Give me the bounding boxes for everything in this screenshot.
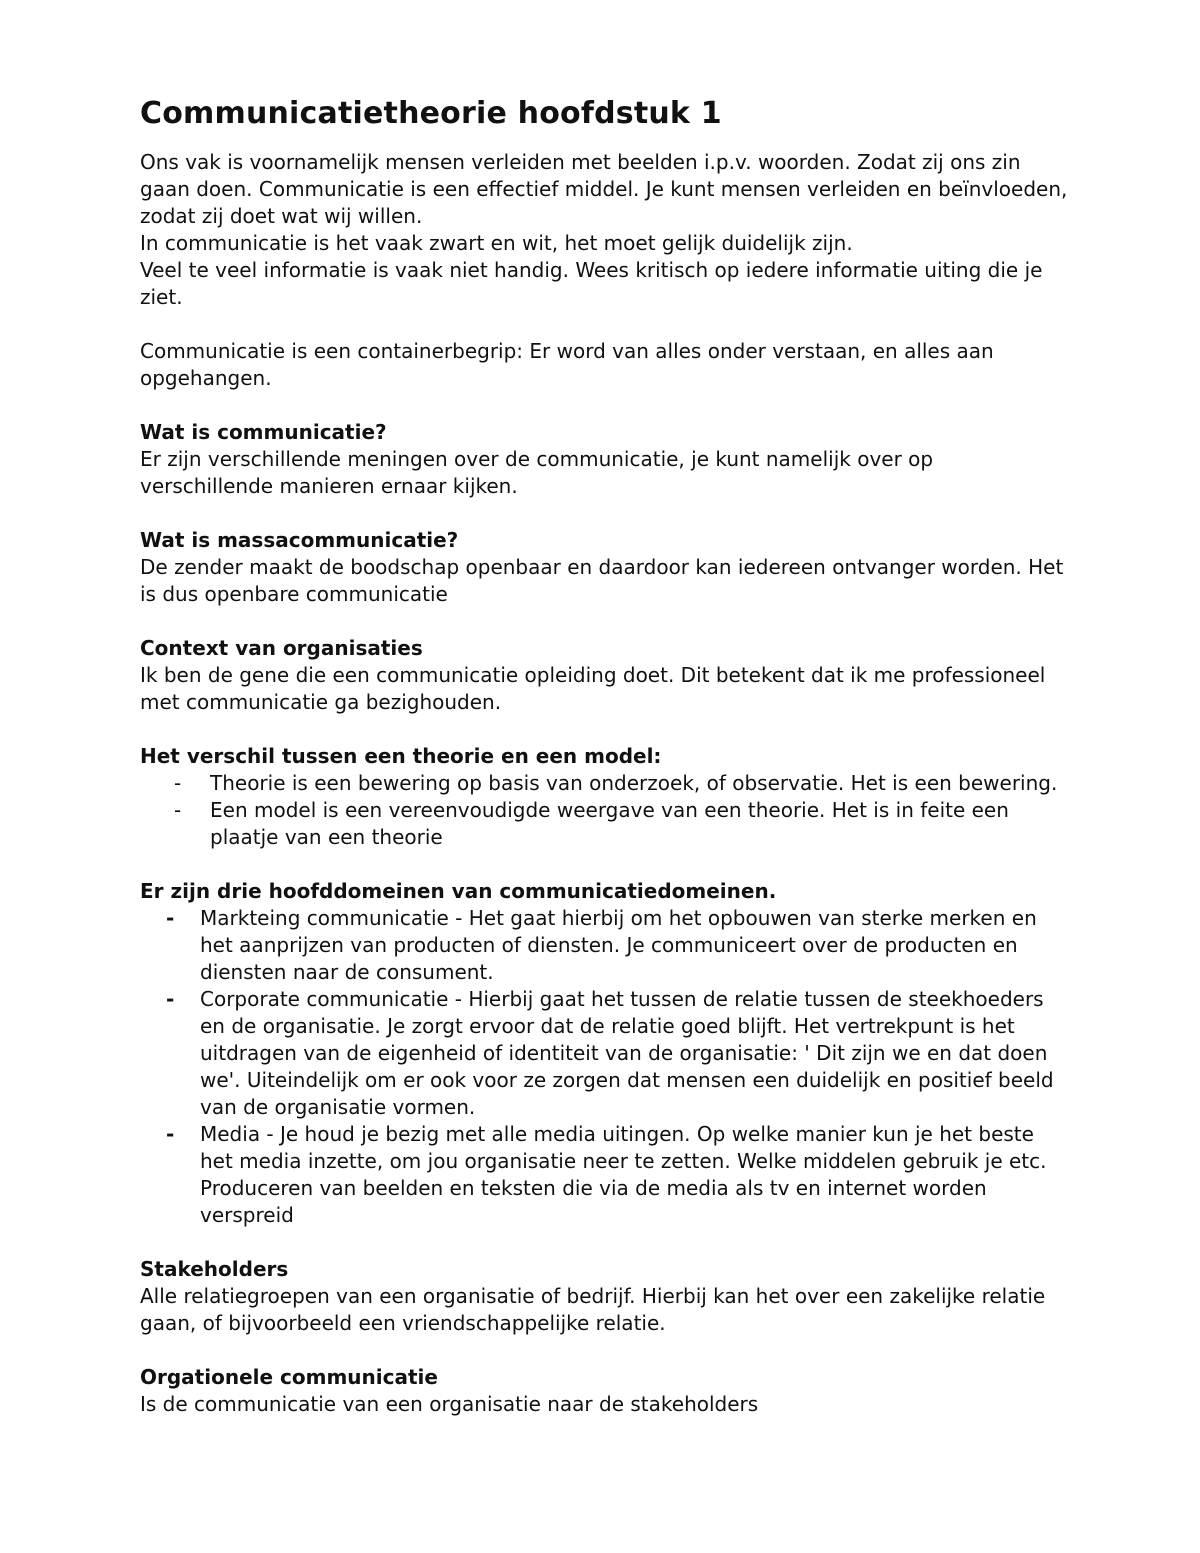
intro-paragraph: In communicatie is het vaak zwart en wit, het moet gelijk duidelijk zijn. [140, 231, 853, 255]
dash-bullet: - [166, 987, 175, 1011]
list-item-text: Media - Je houd je bezig met alle media uitingen. Op welke manier kun je het beste het media inzette, om jou organisatie neer te zetten. Welke middelen gebruik je etc. Produceren van beelden en teksten die via de media als tv en internet worden verspreid [200, 1122, 1047, 1227]
spacer [140, 392, 1070, 419]
spacer [140, 608, 1070, 635]
section-heading-verschil: Het verschil tussen een theorie en een model: [140, 744, 662, 768]
spacer [140, 1337, 1070, 1364]
list-item-text: Theorie is een bewering op basis van onderzoek, of observatie. Het is een bewering. [210, 771, 1058, 795]
list-item [140, 770, 1070, 797]
section-heading-massa: Wat is massacommunicatie? [140, 528, 459, 552]
section-heading-domeinen: Er zijn drie hoofddomeinen van communicatiedomeinen. [140, 879, 777, 903]
section-body-massa: De zender maakt de boodschap openbaar en daardoor kan iedereen ontvanger worden. Het is dus openbare communicatie [140, 555, 1064, 606]
list-item-text: Markteing communicatie - Het gaat hierbij om het opbouwen van sterke merken en het aanprijzen van producten of diensten. Je communiceert over de producten en diensten naar de consument. [200, 906, 1037, 984]
spacer [140, 311, 1070, 338]
section-heading-wat-is: Wat is communicatie? [140, 420, 387, 444]
list-item-text: Een model is een vereenvoudigde weergave van een theorie. Het is in feite een plaatje van een theorie [210, 798, 1009, 849]
section-heading-orgationele: Orgationele communicatie [140, 1365, 438, 1389]
list-item [140, 986, 1070, 1121]
list-item [140, 905, 1070, 986]
section-body-context: Ik ben de gene die een communicatie opleiding doet. Dit betekent dat ik me professioneel met communicatie ga bezighouden. [140, 663, 1046, 714]
spacer [140, 500, 1070, 527]
section-body-orgationele: Is de communicatie van een organisatie naar de stakeholders [140, 1392, 759, 1416]
dash-bullet: - [174, 771, 182, 795]
list-item-text: Corporate communicatie - Hierbij gaat het tussen de relatie tussen de steekhoeders en de organisatie. Je zorgt ervoor dat de relatie goed blijft. Het vertrekpunt is het uitdragen van de eigenheid of identiteit van de organisatie: ' Dit zijn we en dat doen we'. Uiteindelijk om er ook voor ze zorgen dat mensen een duidelijk en positief beeld van de organisatie vormen. [200, 987, 1054, 1119]
list-item [140, 797, 1070, 851]
domeinen-list [140, 905, 1070, 1229]
intro-paragraph: Veel te veel informatie is vaak niet handig. Wees kritisch op iedere informatie uiting die je ziet. [140, 258, 1043, 309]
container-paragraph: Communicatie is een containerbegrip: Er word van alles onder verstaan, en alles aan opgehangen. [140, 339, 994, 390]
spacer [140, 851, 1070, 878]
dash-bullet: - [174, 798, 182, 822]
document-page [140, 92, 1070, 1418]
dash-bullet: - [166, 1122, 175, 1146]
intro-paragraph: Ons vak is voornamelijk mensen verleiden met beelden i.p.v. woorden. Zodat zij ons zin gaan doen. Communicatie is een effectief middel. Je kunt mensen verleiden en beïnvloeden, zodat zij doet wat wij willen. [140, 150, 1068, 228]
section-heading-context: Context van organisaties [140, 636, 423, 660]
section-heading-stakeholders: Stakeholders [140, 1257, 289, 1281]
section-body-stakeholders: Alle relatiegroepen van een organisatie of bedrijf. Hierbij kan het over een zakelijke relatie gaan, of bijvoorbeeld een vriendschappelijke relatie. [140, 1284, 1046, 1335]
section-body-wat-is: Er zijn verschillende meningen over de communicatie, je kunt namelijk over op verschillende manieren ernaar kijken. [140, 447, 934, 498]
document-title: Communicatietheorie hoofdstuk 1 [140, 96, 722, 131]
dash-bullet: - [166, 906, 175, 930]
spacer [140, 1229, 1070, 1256]
list-item [140, 1121, 1070, 1229]
verschil-list [140, 770, 1070, 851]
spacer [140, 716, 1070, 743]
